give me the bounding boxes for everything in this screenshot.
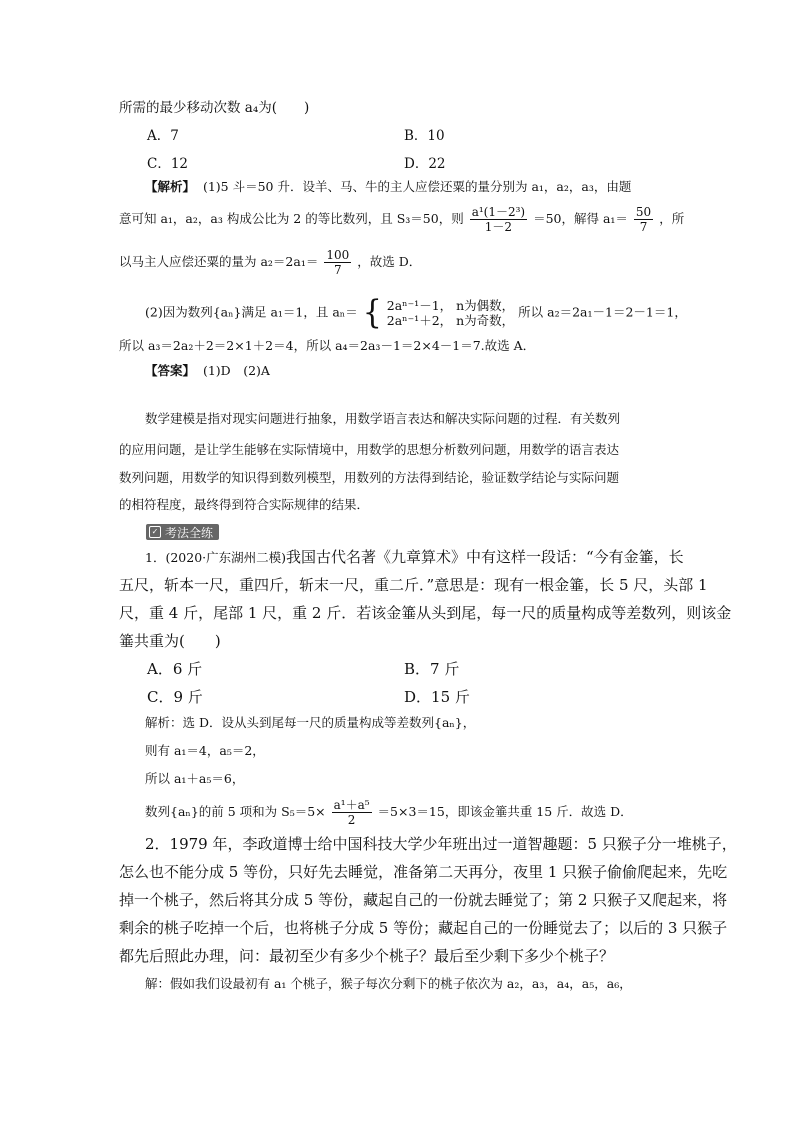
q1-source: 1．(2020·广东湖州二模) xyxy=(145,550,286,565)
q1-solution-3: 所以 a₁＋a₅＝6， xyxy=(145,771,245,786)
q2-line-4: 剩余的桃子吃掉一个后，也将桃子分成 5 等份；藏起自己的一份睡觉去了；以后的 3 只猴子 xyxy=(119,919,728,937)
summary-line-1: 数学建模是指对现实问题进行抽象，用数学语言表达和解决实际问题的过程．有关数列 xyxy=(145,411,621,426)
analysis-text: (1)5 斗＝50 升．设羊、马、牛的主人应偿还粟的量分别为 a₁，a₂，a₃，由题 xyxy=(202,179,632,194)
q2-line-3: 掉一个桃子，然后将其分成 5 等份，藏起自己的一份就去睡觉了；第 2 只猴子又爬起来，将 xyxy=(119,891,728,909)
q1-option-b: B．7 斤 xyxy=(404,660,460,678)
fraction-denominator: 7 xyxy=(639,220,648,234)
analysis-line-2 xyxy=(119,205,684,234)
q1-solution-4 xyxy=(145,798,633,827)
analysis-line-5: 所以 a₃＝2a₂＋2＝2×1＋2＝4，所以 a₄＝2a₃－1＝2×4－1＝7.故选 A． xyxy=(119,338,536,353)
q1-line-1 xyxy=(145,548,684,567)
option-c: C．12 xyxy=(147,156,189,172)
answer-tag: 【答案】 xyxy=(145,363,196,378)
option-b: B．10 xyxy=(404,128,445,144)
practice-badge xyxy=(146,524,219,540)
analysis-text: (2)因为数列{aₙ}满足 a₁＝1，且 aₙ＝ xyxy=(145,304,358,320)
solution-text: 数列{aₙ}的前 5 项和为 S₅＝5× xyxy=(145,804,326,819)
q1-option-a: A．6 斤 xyxy=(147,660,203,678)
analysis-line-4 xyxy=(145,293,687,332)
q2-line-1: 2．1979 年，李政道博士给中国科技大学少年班出过一道智趣题：5 只猴子分一堆桃子， xyxy=(145,835,737,853)
left-brace: { xyxy=(362,293,382,332)
analysis-text: ＝50，解得 a₁＝ xyxy=(533,211,628,226)
solution-text: ＝5×3＝15，即该金箠共重 15 斤．故选 D． xyxy=(377,804,633,819)
case-even: 2aⁿ⁻¹－1， n为偶数， xyxy=(386,298,515,313)
practice-badge-label: 考法全练 xyxy=(165,525,214,540)
fraction-denominator: 2 xyxy=(347,813,356,827)
fraction xyxy=(332,798,372,827)
q1-solution-1: 解析：选 D．设从头到尾每一尺的质量构成等差数列{aₙ}， xyxy=(145,715,476,730)
answer-line xyxy=(145,362,270,380)
check-icon: ✓ xyxy=(149,526,161,538)
analysis-line-3 xyxy=(119,248,421,277)
q1-line-2: 五尺，斩本一尺，重四斤，斩末一尺，重二斤．”意思是：现有一根金箠，长 5 尺，头部 1 xyxy=(119,576,708,594)
fraction-numerator: 100 xyxy=(326,248,350,262)
analysis-text: ，所 xyxy=(659,211,685,226)
analysis-tag: 【解析】 xyxy=(145,179,196,194)
answer-text: (1)D (2)A xyxy=(202,363,270,378)
analysis-text: 意可知 a₁，a₂，a₃ 构成公比为 2 的等比数列，且 S₃＝50，则 xyxy=(119,211,464,226)
summary-line-3: 数列问题，用数学的知识得到数列模型，用数列的方法得到结论，验证数学结论与实际问题 xyxy=(119,470,620,485)
q1-solution-2: 则有 a₁＝4，a₅＝2， xyxy=(145,743,265,758)
fraction xyxy=(634,205,653,234)
q1-line-4: 箠共重为( ) xyxy=(119,632,221,650)
case-odd: 2aⁿ⁻¹＋2， n为奇数， xyxy=(386,313,515,328)
fraction-numerator: a¹＋a⁵ xyxy=(333,798,370,812)
fraction xyxy=(324,248,351,277)
analysis-text: ，故选 D． xyxy=(357,254,422,269)
analysis-text: 以马主人应偿还粟的量为 a₂＝2a₁＝ xyxy=(119,254,319,269)
piecewise-cases xyxy=(387,298,514,328)
option-d: D．22 xyxy=(404,156,446,172)
fraction-denominator: 7 xyxy=(333,263,342,277)
option-a: A．7 xyxy=(147,128,179,144)
fraction-numerator: 50 xyxy=(635,205,652,219)
q2-solution-1: 解：假如我们设最初有 a₁ 个桃子，猴子每次分剩下的桃子依次为 a₂，a₃，a₄，a₅，a₆， xyxy=(145,976,632,991)
analysis-text: 所以 a₂＝2a₁－1＝2－1＝1， xyxy=(518,304,687,320)
q1-option-c: C．9 斤 xyxy=(147,688,203,706)
q1-option-d: D．15 斤 xyxy=(404,688,470,706)
q1-text: 我国古代名著《九章算术》中有这样一段话：“今有金箠，长 xyxy=(286,548,684,566)
q2-line-5: 都先后照此办理，问：最初至少有多少个桃子？最后至少剩下多少个桃子？ xyxy=(119,947,615,965)
fraction xyxy=(470,205,527,234)
fraction-numerator: a¹(1－2³) xyxy=(471,205,526,219)
fraction-denominator: 1－2 xyxy=(484,220,513,234)
analysis-line-1 xyxy=(145,178,631,196)
q1-line-3: 尺，重 4 斤，尾部 1 尺，重 2 斤．若该金箠从头到尾，每一尺的质量构成等差数列，则该金 xyxy=(119,604,732,622)
intro-line: 所需的最少移动次数 a₄为( ) xyxy=(119,100,310,116)
q2-line-2: 怎么也不能分成 5 等份，只好先去睡觉，准备第二天再分，夜里 1 只猴子偷偷爬起来，先吃 xyxy=(119,863,728,881)
summary-line-2: 的应用问题，是让学生能够在实际情境中，用数学的思想分析数列问题，用数学的语言表达 xyxy=(119,442,620,457)
summary-line-4: 的相符程度，最终得到符合实际规律的结果． xyxy=(119,497,370,512)
